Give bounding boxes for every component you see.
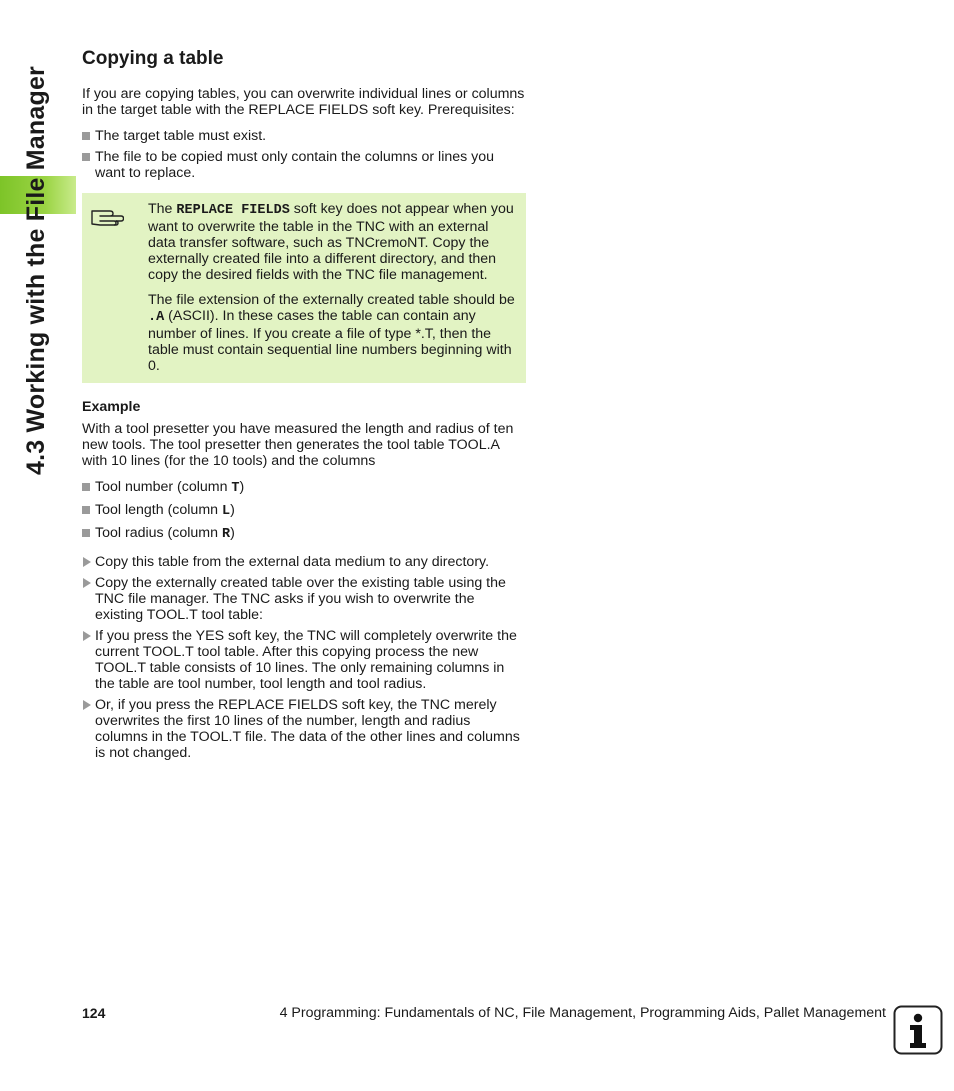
example-heading: Example [82,399,141,415]
list-item: Tool number (column T) [82,479,526,497]
list-item: If you press the YES soft key, the TNC will completely overwrite the current TOOL.T tool table. After this copying process the new TOOL.T table consists of 10 lines. The only remaining columns in the table are tool number, tool length and tool radius. [82,628,526,692]
note-paragraph-2: The file extension of the externally created table should be .A (ASCII). In these cases the table can contain any number of lines. If you create a file of type *.T, then the table must contain sequential line numbers beginning with 0. [148,292,515,374]
bullet-square-icon [82,529,90,537]
note-box [82,193,526,383]
info-icon [893,1005,943,1055]
intro-paragraph: If you are copying tables, you can overwrite individual lines or columns in the target table with the REPLACE FIELDS soft key. Prerequisites: [82,86,525,118]
bullet-arrow-icon [83,557,91,567]
softkey-code: REPLACE FIELDS [176,203,290,218]
bullet-arrow-icon [83,578,91,588]
bullet-square-icon [82,483,90,491]
bullet-square-icon [82,506,90,514]
prerequisites-list [82,128,526,181]
list-item: Copy the externally created table over the existing table using the TNC file manager. The TNC asks if you wish to overwrite the existing TOOL.T tool table: [82,575,526,623]
list-item: The target table must exist. [82,128,526,144]
main-content [82,48,526,766]
bullet-arrow-icon [83,631,91,641]
pointing-hand-icon [90,205,124,232]
list-item: The file to be copied must only contain the columns or lines you want to replace. [82,149,526,181]
example-paragraph: With a tool presetter you have measured the length and radius of ten new tools. The tool presetter then generates the tool table TOOL.A with 10 lines (for the 10 tools) and the columns [82,421,514,469]
list-item: Tool radius (column R) [82,525,526,543]
steps-list [82,554,526,761]
page-number: 124 [82,1005,106,1021]
list-item: Tool length (column L) [82,502,526,520]
list-item: Or, if you press the REPLACE FIELDS soft key, the TNC merely overwrites the first 10 lines of the number, length and radius columns in the TOOL.T file. The data of the other lines and columns is not changed. [82,697,526,761]
note-paragraph-1: The REPLACE FIELDS soft key does not appear when you want to overwrite the table in the TNC with an external data transfer software, such as TNCremoNT. Copy the externally created file into a different directory, and then copy the desired fields with the TNC file management. [148,201,514,283]
extension-code: .A [148,310,165,325]
columns-list [82,479,526,543]
bullet-arrow-icon [83,700,91,710]
list-item: Copy this table from the external data medium to any directory. [82,554,526,570]
bullet-square-icon [82,153,90,161]
chapter-side-title: 4.3 Working with the File Manager [22,66,50,475]
footer-chapter-title: 4 Programming: Fundamentals of NC, File Management, Programming Aids, Pallet Management [279,1005,886,1021]
bullet-square-icon [82,132,90,140]
section-title: Copying a table [82,48,224,69]
